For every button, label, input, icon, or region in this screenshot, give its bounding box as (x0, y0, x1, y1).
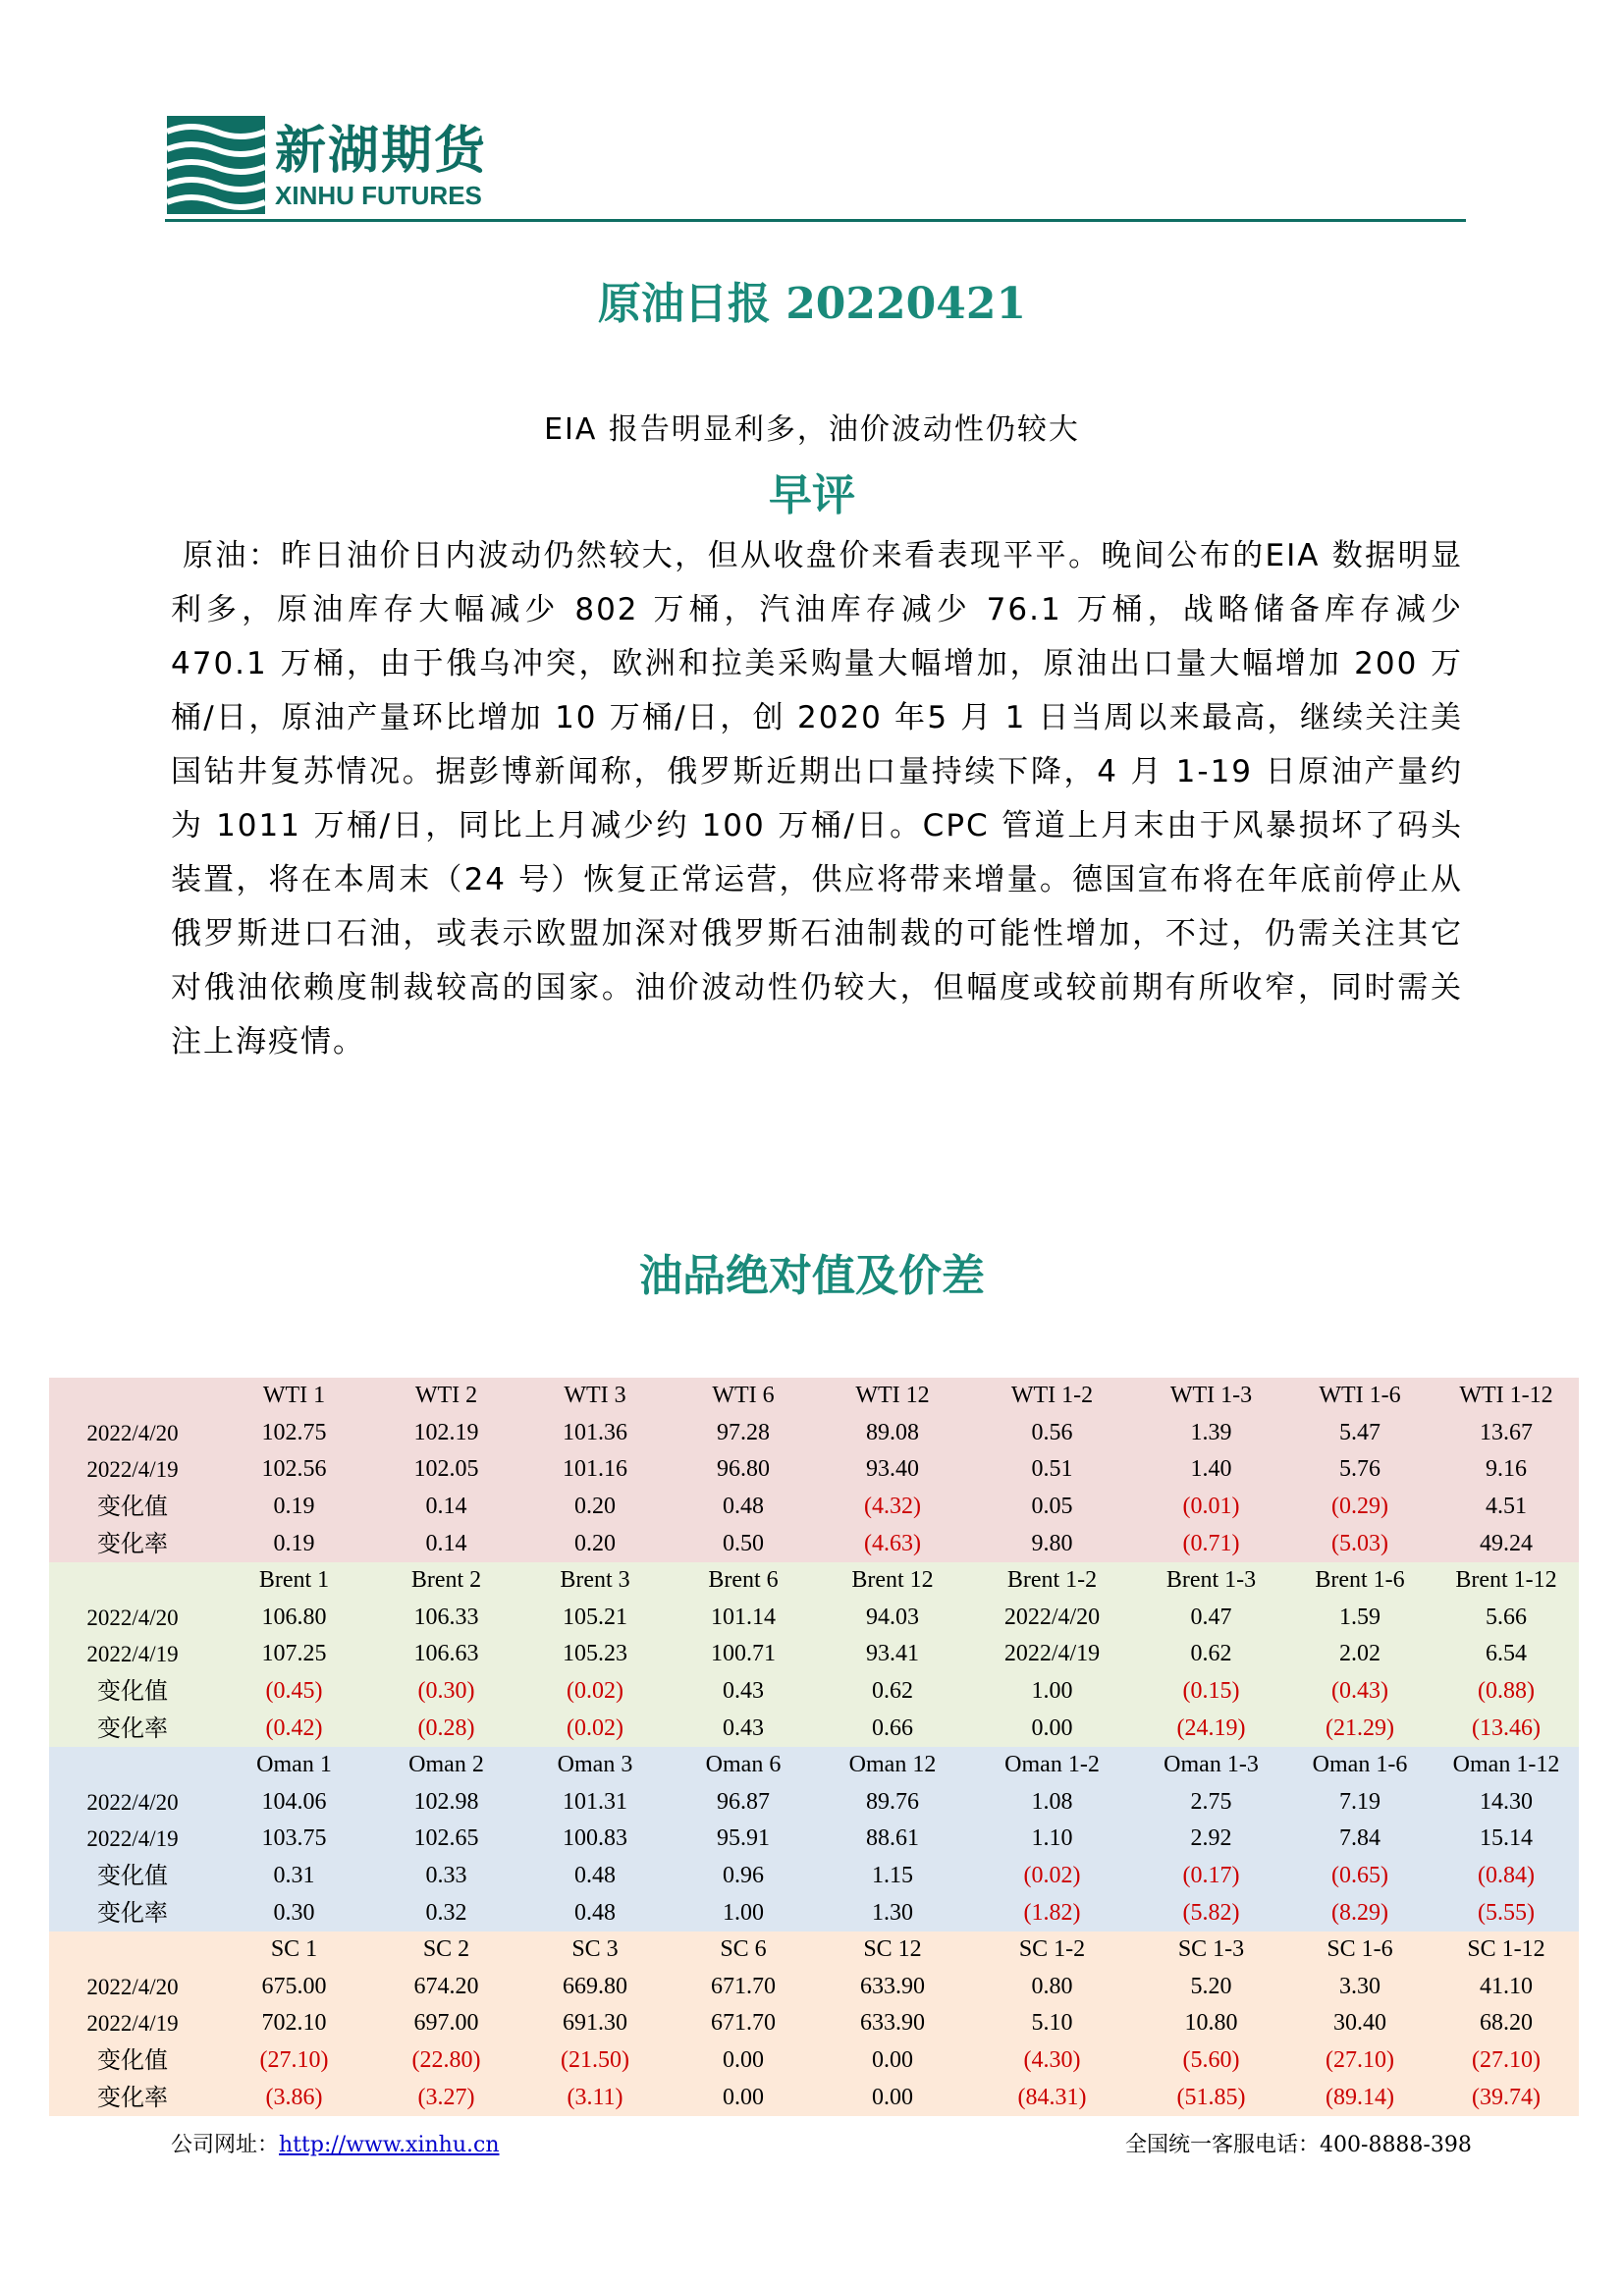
table-cell: 41.10 (1434, 1969, 1579, 2006)
table-cell: 0.50 (670, 1525, 817, 1562)
column-header: Brent 1-12 (1434, 1562, 1579, 1600)
table-cell: 0.43 (670, 1710, 817, 1747)
table-cell: 2.92 (1136, 1821, 1286, 1858)
table-row (49, 2042, 1579, 2080)
table-cell: 2022/4/19 (968, 1636, 1136, 1673)
table-cell: 2022/4/20 (968, 1600, 1136, 1637)
table-cell: (0.02) (968, 1858, 1136, 1895)
table-cell: 9.16 (1434, 1451, 1579, 1489)
table-cell: 96.80 (670, 1451, 817, 1489)
column-header: SC 6 (670, 1931, 817, 1969)
table-cell: 101.14 (670, 1600, 817, 1637)
table-cell: 0.62 (1136, 1636, 1286, 1673)
report-title: 原油日报 20220421 (597, 279, 1027, 329)
table-cell: 3.30 (1286, 1969, 1434, 2006)
table-cell: 633.90 (817, 1969, 968, 2006)
row-label: 2022/4/19 (49, 1821, 216, 1858)
row-label: 2022/4/19 (49, 1451, 216, 1489)
table-cell: 102.75 (216, 1415, 372, 1452)
column-header: Oman 1-12 (1434, 1747, 1579, 1784)
table-cell: 101.36 (520, 1415, 670, 1452)
table-cell: (4.63) (817, 1525, 968, 1562)
table-cell: 68.20 (1434, 2005, 1579, 2042)
table-cell: 88.61 (817, 1821, 968, 1858)
table-cell: (89.14) (1286, 2079, 1434, 2116)
table-cell: (4.30) (968, 2042, 1136, 2080)
column-header: Brent 1-3 (1136, 1562, 1286, 1600)
table-row (49, 2005, 1579, 2042)
column-header: Brent 6 (670, 1562, 817, 1600)
table-cell: 9.80 (968, 1525, 1136, 1562)
table-cell: 14.30 (1434, 1784, 1579, 1822)
table-cell: 10.80 (1136, 2005, 1286, 2042)
table-cell: 2.02 (1286, 1636, 1434, 1673)
table-cell: 0.00 (670, 2079, 817, 2116)
table-cell: (0.84) (1434, 1858, 1579, 1895)
company-logo (167, 116, 520, 214)
table-cell: 1.30 (817, 1894, 968, 1931)
table-cell: 0.48 (520, 1858, 670, 1895)
table-cell: 102.05 (372, 1451, 520, 1489)
table-cell: 7.84 (1286, 1821, 1434, 1858)
table-cell: 0.51 (968, 1451, 1136, 1489)
column-header: Brent 2 (372, 1562, 520, 1600)
table-cell: (21.50) (520, 2042, 670, 2080)
column-header: WTI 6 (670, 1378, 817, 1415)
table-row (49, 1894, 1579, 1931)
table-cell: 97.28 (670, 1415, 817, 1452)
table-cell: 1.40 (1136, 1451, 1286, 1489)
table-cell: 100.71 (670, 1636, 817, 1673)
table-cell: 93.41 (817, 1636, 968, 1673)
column-header: WTI 2 (372, 1378, 520, 1415)
wti-header-row (49, 1378, 1579, 1415)
column-header: Brent 1 (216, 1562, 372, 1600)
table-cell: 671.70 (670, 2005, 817, 2042)
table-cell: (0.02) (520, 1710, 670, 1747)
table-cell: (0.65) (1286, 1858, 1434, 1895)
table-cell: 89.08 (817, 1415, 968, 1452)
column-header: SC 3 (520, 1931, 670, 1969)
table-cell: 0.20 (520, 1489, 670, 1526)
table-row (49, 1415, 1579, 1452)
table-cell: 0.66 (817, 1710, 968, 1747)
footer-hotline (1125, 2131, 1472, 2160)
table-cell: 95.91 (670, 1821, 817, 1858)
table-cell: 1.59 (1286, 1600, 1434, 1637)
table-cell: 0.48 (520, 1894, 670, 1931)
table-cell: 1.00 (968, 1673, 1136, 1711)
blank-cell (49, 1378, 216, 1415)
table-cell: 106.33 (372, 1600, 520, 1637)
table-cell: (13.46) (1434, 1710, 1579, 1747)
table-cell: 669.80 (520, 1969, 670, 2006)
table-cell: 7.19 (1286, 1784, 1434, 1822)
table-row (49, 1673, 1579, 1711)
table-cell: (0.71) (1136, 1525, 1286, 1562)
table-cell: (5.82) (1136, 1894, 1286, 1931)
table-cell: 691.30 (520, 2005, 670, 2042)
website-link[interactable]: http://www.xinhu.cn (279, 2133, 500, 2157)
table-cell: (3.27) (372, 2079, 520, 2116)
table-cell: 0.62 (817, 1673, 968, 1711)
report-subtitle: EIA 报告明显利多，油价波动性仍较大 (544, 412, 1080, 447)
table-cell: 0.05 (968, 1489, 1136, 1526)
table-row (49, 1858, 1579, 1895)
table-cell: 49.24 (1434, 1525, 1579, 1562)
hotline-number: 400-8888-398 (1320, 2133, 1472, 2157)
blank-cell (49, 1562, 216, 1600)
table-cell: 4.51 (1434, 1489, 1579, 1526)
table-row (49, 1636, 1579, 1673)
table-cell: (0.01) (1136, 1489, 1286, 1526)
table-cell: (0.30) (372, 1673, 520, 1711)
table-cell: (51.85) (1136, 2079, 1286, 2116)
table-cell: 0.47 (1136, 1600, 1286, 1637)
table-cell: 6.54 (1434, 1636, 1579, 1673)
footer-website (171, 2131, 500, 2160)
table-cell: 675.00 (216, 1969, 372, 2006)
table-cell: 101.16 (520, 1451, 670, 1489)
table-cell: 0.00 (817, 2042, 968, 2080)
table-cell: 104.06 (216, 1784, 372, 1822)
row-label: 2022/4/20 (49, 1784, 216, 1822)
table-cell: (5.03) (1286, 1525, 1434, 1562)
table-cell: 30.40 (1286, 2005, 1434, 2042)
table-cell: 0.14 (372, 1489, 520, 1526)
header-divider (165, 219, 1466, 222)
row-label: 变化率 (49, 1894, 216, 1931)
table-row (49, 1710, 1579, 1747)
column-header: Brent 12 (817, 1562, 968, 1600)
column-header: Brent 3 (520, 1562, 670, 1600)
column-header: SC 1-6 (1286, 1931, 1434, 1969)
table-cell: 702.10 (216, 2005, 372, 2042)
table-cell: (3.86) (216, 2079, 372, 2116)
table-row (49, 1784, 1579, 1822)
table-row (49, 1969, 1579, 2006)
column-header: Oman 3 (520, 1747, 670, 1784)
table-cell: 0.43 (670, 1673, 817, 1711)
column-header: WTI 1 (216, 1378, 372, 1415)
table-cell: 1.15 (817, 1858, 968, 1895)
table-cell: (84.31) (968, 2079, 1136, 2116)
table-cell: 102.65 (372, 1821, 520, 1858)
table-cell: 107.25 (216, 1636, 372, 1673)
blank-cell (49, 1747, 216, 1784)
table-cell: 13.67 (1434, 1415, 1579, 1452)
row-label: 变化率 (49, 1525, 216, 1562)
logo-name-en: XINHU FUTURES (275, 181, 482, 210)
table-cell: 106.80 (216, 1600, 372, 1637)
wave-logo-icon (167, 116, 265, 214)
table-cell: (0.28) (372, 1710, 520, 1747)
table-cell: 0.19 (216, 1489, 372, 1526)
table-cell: 100.83 (520, 1821, 670, 1858)
column-header: SC 1-12 (1434, 1931, 1579, 1969)
table-cell: 0.14 (372, 1525, 520, 1562)
table-cell: 633.90 (817, 2005, 968, 2042)
row-label: 变化值 (49, 1673, 216, 1711)
table-cell: 674.20 (372, 1969, 520, 2006)
table-cell: (27.10) (216, 2042, 372, 2080)
table-cell: 102.98 (372, 1784, 520, 1822)
morning-comment-heading: 早评 (769, 470, 855, 520)
column-header: Oman 1-3 (1136, 1747, 1286, 1784)
row-label: 变化值 (49, 2042, 216, 2080)
table-cell: (21.29) (1286, 1710, 1434, 1747)
table-cell: 0.00 (968, 1710, 1136, 1747)
table-cell: 0.00 (670, 2042, 817, 2080)
row-label: 2022/4/20 (49, 1969, 216, 2006)
table-cell: (1.82) (968, 1894, 1136, 1931)
column-header: Oman 2 (372, 1747, 520, 1784)
column-header: WTI 12 (817, 1378, 968, 1415)
table-cell: 1.08 (968, 1784, 1136, 1822)
hotline-label: 全国统一客服电话： (1125, 2133, 1321, 2157)
table-cell: 0.32 (372, 1894, 520, 1931)
column-header: Oman 1-2 (968, 1747, 1136, 1784)
table-cell: 89.76 (817, 1784, 968, 1822)
column-header: WTI 3 (520, 1378, 670, 1415)
table-cell: 0.33 (372, 1858, 520, 1895)
column-header: Brent 1-2 (968, 1562, 1136, 1600)
table-row (49, 1525, 1579, 1562)
table-cell: (27.10) (1286, 2042, 1434, 2080)
column-header: SC 1-3 (1136, 1931, 1286, 1969)
table-cell: 5.76 (1286, 1451, 1434, 1489)
table-cell: (24.19) (1136, 1710, 1286, 1747)
column-header: Oman 1-6 (1286, 1747, 1434, 1784)
row-label: 2022/4/19 (49, 1636, 216, 1673)
table-cell: 93.40 (817, 1451, 968, 1489)
table-cell: 0.30 (216, 1894, 372, 1931)
table-cell: (4.32) (817, 1489, 968, 1526)
table-cell: 0.96 (670, 1858, 817, 1895)
table-cell: 106.63 (372, 1636, 520, 1673)
row-label: 变化值 (49, 1489, 216, 1526)
column-header: SC 12 (817, 1931, 968, 1969)
table-row (49, 1821, 1579, 1858)
table-cell: (5.55) (1434, 1894, 1579, 1931)
column-header: WTI 1-6 (1286, 1378, 1434, 1415)
column-header: Oman 6 (670, 1747, 817, 1784)
column-header: WTI 1-2 (968, 1378, 1136, 1415)
table-cell: 15.14 (1434, 1821, 1579, 1858)
website-label: 公司网址： (171, 2133, 280, 2157)
table-cell: (0.02) (520, 1673, 670, 1711)
table-cell: 0.80 (968, 1969, 1136, 2006)
column-header: SC 1-2 (968, 1931, 1136, 1969)
table-cell: (0.43) (1286, 1673, 1434, 1711)
table-cell: 102.19 (372, 1415, 520, 1452)
column-header: Brent 1-6 (1286, 1562, 1434, 1600)
column-header: WTI 1-3 (1136, 1378, 1286, 1415)
column-header: SC 2 (372, 1931, 520, 1969)
table-cell: 0.19 (216, 1525, 372, 1562)
table-cell: 96.87 (670, 1784, 817, 1822)
table-cell: 2.75 (1136, 1784, 1286, 1822)
table-cell: 1.10 (968, 1821, 1136, 1858)
table-cell: 0.31 (216, 1858, 372, 1895)
table-cell: 5.20 (1136, 1969, 1286, 2006)
table-cell: 101.31 (520, 1784, 670, 1822)
table-heading: 油品绝对值及价差 (639, 1251, 985, 1301)
oman-header-row (49, 1747, 1579, 1784)
table-cell: 5.10 (968, 2005, 1136, 2042)
row-label: 2022/4/20 (49, 1600, 216, 1637)
table-cell: 697.00 (372, 2005, 520, 2042)
table-cell: (8.29) (1286, 1894, 1434, 1931)
table-cell: (0.17) (1136, 1858, 1286, 1895)
table-cell: (0.88) (1434, 1673, 1579, 1711)
column-header: Oman 12 (817, 1747, 968, 1784)
table-cell: (0.45) (216, 1673, 372, 1711)
row-label: 变化率 (49, 1710, 216, 1747)
table-cell: (0.29) (1286, 1489, 1434, 1526)
table-cell: (0.42) (216, 1710, 372, 1747)
table-row (49, 2079, 1579, 2116)
table-cell: 5.66 (1434, 1600, 1579, 1637)
table-row (49, 1600, 1579, 1637)
logo-name-cn: 新湖期货 (275, 122, 488, 181)
table-cell: (5.60) (1136, 2042, 1286, 2080)
table-cell: 671.70 (670, 1969, 817, 2006)
table-cell: (39.74) (1434, 2079, 1579, 2116)
row-label: 2022/4/19 (49, 2005, 216, 2042)
table-cell: (3.11) (520, 2079, 670, 2116)
table-cell: 0.20 (520, 1525, 670, 1562)
column-header: WTI 1-12 (1434, 1378, 1579, 1415)
column-header: Oman 1 (216, 1747, 372, 1784)
row-label: 2022/4/20 (49, 1415, 216, 1452)
table-cell: 5.47 (1286, 1415, 1434, 1452)
table-cell: 105.21 (520, 1600, 670, 1637)
column-header: SC 1 (216, 1931, 372, 1969)
oil-spread-table (49, 1378, 1579, 2116)
blank-cell (49, 1931, 216, 1969)
table-row (49, 1451, 1579, 1489)
table-cell: 102.56 (216, 1451, 372, 1489)
brent-header-row (49, 1562, 1579, 1600)
table-cell: 0.48 (670, 1489, 817, 1526)
table-cell: (27.10) (1434, 2042, 1579, 2080)
table-row (49, 1489, 1579, 1526)
morning-comment-text: 原油：昨日油价日内波动仍然较大，但从收盘价来看表现平平。晚间公布的EIA 数据明显利多，原油库存大幅减少 802 万桶，汽油库存减少 76.1 万桶，战略储备库存减少 470.1 万桶，由于俄乌冲突，欧洲和拉美采购量大幅增加，原油出口量大幅增加 200 万桶/日，原油产量环比增加 10 万桶/日，创 2020 年5 月 1 日当周以来最高，继续关注美国钻井复苏情况。据彭博新闻称，俄罗斯近期出口量持续下降，4 月 1-19 日原油产量约为 1011 万桶/日，同比上月减少约 100 万桶/日。CPC 管道上月末由于风暴损坏了码头装置，将在本周末（24 号）恢复正常运营，供应将带来增量。德国宣布将在年底前停止从俄罗斯进口石油，或表示欧盟加深对俄罗斯石油制裁的可能性增加，不过，仍需关注其它对俄油依赖度制裁较高的国家。油价波动性仍较大，但幅度或较前期有所收窄，同时需关注上海疫情。 (171, 538, 1463, 1060)
table-cell: 94.03 (817, 1600, 968, 1637)
table-cell: 1.00 (670, 1894, 817, 1931)
table-cell: 0.56 (968, 1415, 1136, 1452)
table-cell: 105.23 (520, 1636, 670, 1673)
row-label: 变化率 (49, 2079, 216, 2116)
row-label: 变化值 (49, 1858, 216, 1895)
table-cell: (22.80) (372, 2042, 520, 2080)
table-cell: 0.00 (817, 2079, 968, 2116)
table-cell: 1.39 (1136, 1415, 1286, 1452)
sc-header-row (49, 1931, 1579, 1969)
table-cell: 103.75 (216, 1821, 372, 1858)
table-cell: (0.15) (1136, 1673, 1286, 1711)
